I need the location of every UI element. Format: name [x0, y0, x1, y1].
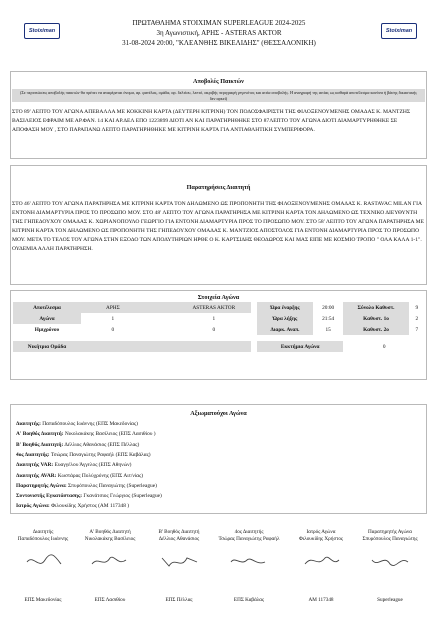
signature-name: Σπυρόπουλος Παναγιώτης — [362, 535, 418, 542]
signature-block — [79, 529, 141, 542]
end-time: 21:54 — [322, 315, 335, 322]
official-name: Νικολακάκης Βασίλειος (ΕΠΣ Λασιθίου ) — [64, 431, 156, 438]
signature-footer: ΕΠΣ Λασιθίου — [94, 597, 126, 603]
signature-role: Παρατηρητής Αγώνα — [368, 529, 412, 535]
official-name: Φιλουκίδης Χρήστος (ΑΜ 117348 ) — [51, 503, 130, 510]
winner-row — [13, 341, 251, 352]
match-data-title: Στοιχεία Αγώνα — [197, 294, 240, 301]
official-role-label: Α' Βοηθός Διαιτητή: — [16, 431, 64, 438]
total-delay: 9 — [415, 304, 419, 311]
score-half-row — [13, 324, 251, 335]
signature-footer: ΕΠΣ Καβάλας — [233, 597, 265, 603]
official-role-label: 4ος Διαιτητής: — [16, 451, 50, 458]
break-duration-label: Διαρκ. Αναπ. — [257, 324, 313, 335]
score-table — [13, 302, 251, 352]
official-role-label: Ιατρός Αγώνα: — [16, 503, 50, 510]
signature-footer: Superleague — [377, 597, 403, 603]
signature-role: 4ος Διαιτητής — [234, 529, 264, 535]
penalties-title: Αποβολές Παικτών — [193, 78, 244, 85]
penalties-text: ΣΤΟ 89' ΛΕΠΤΟ ΤΟΥ ΑΓΩΝΑ ΑΠΕΒΑΛΛΑ ΜΕ ΚΟΚΚΙΝΗ ΚΑΡΤΑ (ΔΕΥΤΕΡΗ ΚΙΤΡΙΝΗ) ΤΟΝ ΠΟΔΟΣΦΑΙΡΙΣΤΗ ΤΗΣ ΦΙΛΟΞΕΝΟΥΜΕΝΗΣ ΟΜΑΔΑΣ Κ. ΜΑΝΤΖΗΣ ΒΑΣΙΛΕΙΟΣ ΕΦΡΑΙΜ ΜΕ ΑΡ.ΦΑΝ. 14 ΚΑΙ ΑΡ.ΔΕΛ ΕΠΟ 1223899 ΔΙΟΤΙ ΑΝ ΚΑΙ ΠΑΡΑΤΗΡΗΘΗΚΕ ΣΤΟ 87ΛΕΠΤΟ ΤΟΥ ΑΓΩΝΑ ΔΙΟΤΙ ΔΙΑΜΑΡΤΥΡΗΘΗΚΕ ΣΕ ΑΠΟΦΑΣΗ ΜΟΥ , ΣΤΟ ΠΑΡΑΠΑΝΩ ΛΕΠΤΟ ΠΑΡΑΤΗΡΗΘΗΚΕ ΜΕ ΚΙΤΡΙΝΗ ΚΑΡΤΑ ΓΙΑ ΑΝΤΙΑΘΛΗΤΙΚΗ ΣΥΜΠΕΡΙΦΟΡΑ. — [12, 109, 411, 133]
handwritten-signature — [227, 552, 271, 576]
official-row — [16, 472, 143, 481]
official-name: Κωστάρας Πολύχρόνης (ΕΠΣ Αιτ/νίας) — [57, 472, 144, 479]
official-row — [16, 461, 131, 470]
winner-label: Νικήτρια Ομάδα — [13, 341, 81, 352]
official-name: Γκανάτσιος Γεώργιος (Superleague) — [83, 493, 162, 500]
signature-block — [218, 529, 280, 542]
signature-name: Νικολακάκης Βασίλειος — [84, 535, 136, 542]
signature-name: Φιλουκίδης Χρήστος — [299, 535, 343, 542]
official-row — [16, 430, 156, 439]
away-score-half: 0 — [212, 326, 216, 333]
signature-block — [290, 529, 352, 542]
referee-notes-title: Παρατηρήσεις Διαιτητή — [186, 184, 251, 191]
result-label: Αποτέλεσμα — [13, 302, 81, 313]
handwritten-signature — [299, 552, 343, 576]
signature-name: Παπαδόπουλος Ιωάννης — [17, 535, 69, 542]
first-half-delay-label: Καθυστ. 1ο — [343, 313, 408, 324]
penalties-info-bar: (Σε περιπτώσεις αποβολής παικτών θα πρέπει να αναφέρεται όνομα, αρ. φανέλας, ομάδα, αρ. δελτίου, λεπτό, ακριβής περιγραφή γεγονότος και αιτία αποβολής. Η αναγραφή της αιτίας ως καθαρά αποτέλεσμα κανόνα ή βάσης δικαστικής δεν αρκεί) — [12, 89, 425, 102]
signature-footer: ΕΠΣ Πέλλας — [165, 597, 193, 603]
official-name: Τσώρας Παναγιώτης Ραφαήλ (ΕΠΣ Καβάλας) — [50, 451, 151, 458]
score-header-row — [13, 302, 251, 313]
official-row — [16, 420, 138, 429]
signature-block — [148, 529, 210, 542]
break-duration: 15 — [325, 326, 331, 333]
official-name: Παπαδόπουλος Ιωάννης (ΕΠΣ Μακεδονίας) — [42, 421, 138, 427]
signature-block — [12, 529, 74, 542]
official-row — [16, 482, 157, 491]
handwritten-signature — [157, 552, 201, 576]
official-row — [16, 502, 129, 511]
official-role-label: Διαιτητής VAR: — [16, 462, 54, 469]
official-role-label: Συντονιστής Εγκατάστασης: — [16, 493, 83, 500]
start-time-label: Ώρα έναρξης — [257, 302, 313, 313]
start-time: 20:00 — [322, 304, 335, 311]
match-date-venue: 31-08-2024 20:00, "ΚΛΕΑΝΘΗΣ ΒΙΚΕΛΙΔΗΣ" (ΘΕΣΣΑΛΟΝΙΚΗ) — [122, 39, 316, 47]
officials-title: Αξιωματούχοι Αγώνα — [190, 410, 247, 417]
signature-block — [359, 529, 421, 542]
official-name: Ευαγγέλου Άγγελος (ΕΠΣ Αθηνών) — [54, 462, 132, 469]
second-half-delay: 7 — [415, 326, 419, 333]
competition-title: ΠΡΩΤΑΘΛΗΜΑ STOIXIMAN SUPERLEAGUE 2024-2025 — [132, 19, 306, 27]
signature-role: Α' Βοηθός Διαιτητή — [89, 529, 131, 535]
away-team: ASTERAS AKTOR — [177, 302, 251, 313]
invalid-value: 0 — [382, 343, 386, 350]
winner-value — [81, 341, 251, 352]
signature-role: Διαιτητής — [32, 529, 54, 535]
signature-name: Τσώρας Παναγιώτης Ραφαήλ — [218, 535, 280, 542]
half-label: Ημιχρόνου — [34, 326, 60, 333]
signature-role: Β' Βοηθός Διαιτητή — [158, 529, 200, 535]
home-team: ΑΡΗΣ — [81, 302, 145, 313]
official-name: Δέλλιος Αθανάσιος (ΕΠΣ Πέλλας) — [64, 441, 140, 448]
second-half-delay-label: Καθυστ. 2ο — [343, 324, 408, 335]
times-table — [257, 302, 425, 352]
score-match-row — [13, 313, 251, 324]
handwritten-signature — [368, 552, 412, 576]
stoiximan-logo-right: Stoiximan — [381, 23, 417, 39]
official-row — [16, 492, 162, 501]
home-score-match: 1 — [111, 315, 115, 322]
signature-footer: AM 117348 — [308, 597, 334, 603]
official-role-label: Β' Βοηθός Διαιτητή: — [16, 441, 64, 448]
handwritten-signature — [88, 552, 132, 576]
match-label: Αγώνα — [13, 313, 81, 324]
stoiximan-logo-left: Stoiximan — [24, 23, 60, 39]
official-role-label: Διαιτητής: — [16, 421, 41, 427]
total-delay-label: Σύνολο Καθυστ. — [343, 302, 408, 313]
referee-notes-text: ΣΤΟ 46' ΛΕΠΤΟ ΤΟΥ ΑΓΩΝΑ ΠΑΡΑΤΗΡΗΣΑ ΜΕ ΚΙΤΡΙΝΗ ΚΑΡΤΑ ΤΟΝ ΔΗΛΩΜΕΝΟ ΩΣ ΠΡΟΠΟΝΗΤΗ ΤΗΣ ΦΙΛΟΞΕΝΟΥΜΕΝΗΣ ΟΜΑΔΑΣ Κ. RASTAVAC MILAN ΓΙΑ ΕΝΤΟΝΗ ΔΙΑΜΑΡΤΥΡΙΑ ΠΡΟΣ ΤΟ ΠΡΟΣΩΠΟ ΜΟΥ. ΣΤΟ 48' ΛΕΠΤΟ ΤΟΥ ΑΓΩΝΑ ΠΑΡΑΤΗΡΗΣΑ ΜΕ ΚΙΤΡΙΝΗ ΚΑΡΤΑ ΤΟΝ ΔΗΛΩΜΕΝΟ ΩΣ ΤΕΧΝΙΚΟ ΔΙΕΥΘΥΝΤΗ ΤΗΣ ΓΗΠΕΔΟΥΧΟΥ ΟΜΑΔΑΣ Κ. ΧΩΡΙΑΝΟΠΟΥΛΟ ΓΕΩΡΓΙΟ ΓΙΑ ΕΝΤΟΝΗ ΔΙΑΜΑΡΤΥΡΙΑ ΠΡΟΣ ΤΟ ΠΡΟΣΩΠΟ ΜΟΥ. ΣΤΟ 58' ΛΕΠΤΟ ΤΟΥ ΑΓΩΝΑ ΠΑΡΑΤΗΡΗΣΑ ΜΕ ΚΙΤΡΙΝΗ ΚΑΡΤΑ ΤΟΝ ΔΗΛΩΜΕΝΟ ΩΣ ΠΡΟΠΟΝΗΤΗ ΤΗΣ ΓΗΠΕΔΟΥΧΟΥ ΟΜΑΔΑΣ Κ. ΜΑΝΤΖΙΟΣ ΑΠΟΣΤΟΛΟΣ ΓΙΑ ΕΝΤΟΝΗ ΔΙΑΜΑΡΤΥΡΙΑ ΠΡΟΣ ΤΟ ΠΡΟΣΩΠΟ ΜΟΥ. ΜΕΤΑ ΤΟ ΤΕΛΟΣ ΤΟΥ ΑΓΩΝΑ ΣΤΗΝ ΕΞΟΔΟ ΤΩΝ ΑΠΟΔΥΤΗΡΙΩΝ ΗΡΘΕ Ο Κ. ΚΑΡΤΣΙΔΗΣ ΘΕΟΔΩΡΟΣ ΚΑΙ ΜΑΣ ΕΙΠΕ ΜΕ ΚΟΣΜΙΟ ΤΡΟΠΟ " ΟΛΑ ΚΑΛΑ 1-1". ΟΥΔΕΜΙΑ ΑΛΛΗ ΠΑΡΑΤΗΡΗΣΗ. — [12, 201, 425, 252]
end-time-label: Ώρα λήξης — [257, 313, 313, 324]
matchday-title: 3η Αγωνιστική, ΑΡΗΣ - ASTERAS AKTOR — [156, 29, 282, 37]
official-name: Σπυρόπουλος Παναγιώτης (Superleague) — [68, 482, 157, 489]
official-role-label: Διαιτητής AVAR: — [16, 472, 57, 479]
away-score-match: 1 — [212, 315, 216, 322]
home-score-half: 0 — [111, 326, 115, 333]
first-half-delay: 2 — [415, 315, 419, 322]
handwritten-signature — [21, 552, 65, 576]
invalid-label: Εκκτήμια Αγώνα — [257, 341, 343, 352]
official-row — [16, 451, 151, 460]
official-role-label: Παρατηρητής Αγώνα: — [16, 482, 67, 489]
signature-name: Δέλλιος Αθανάσιος — [158, 535, 200, 542]
signature-role: Ιατρός Αγώνα — [306, 529, 336, 535]
signature-footer: ΕΠΣ Μακεδονίας — [24, 597, 62, 603]
official-row — [16, 441, 139, 450]
